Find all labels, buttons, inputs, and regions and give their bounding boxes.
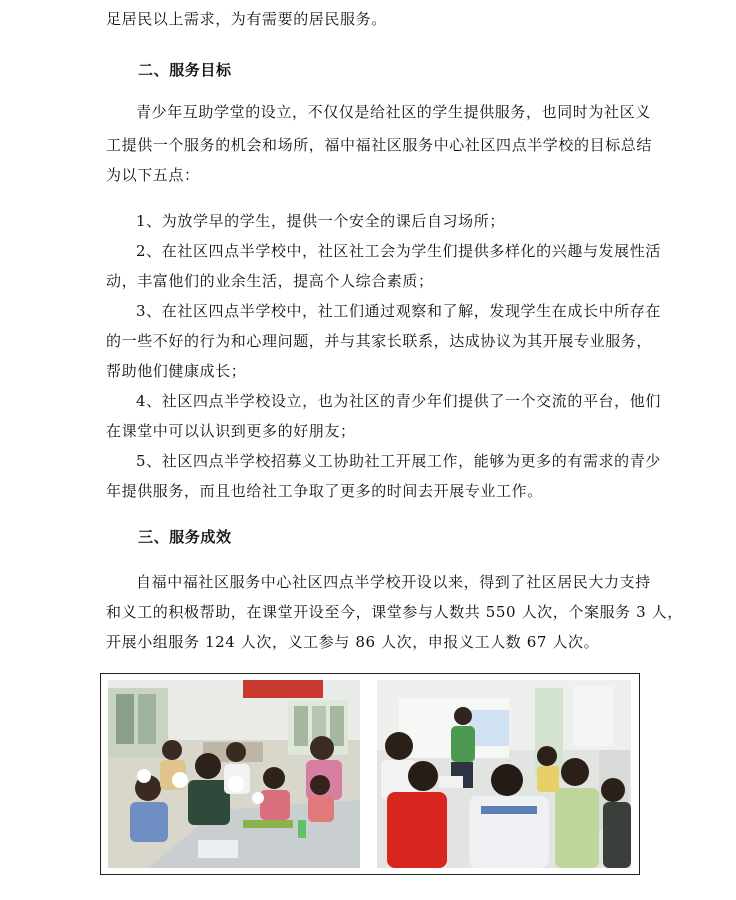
section3-line: 和义工的积极帮助，在课堂开设至今，课堂参与人数共 550 人次，个案服务 3 人， [106,603,683,621]
goal-line: 在课堂中可以认识到更多的好朋友； [106,422,356,440]
section2-intro-line: 为以下五点： [106,166,200,184]
paragraph-fragment: 足居民以上需求，为有需要的居民服务。 [106,10,387,28]
goal-line: 2、在社区四点半学校中，社区社工会为学生们提供多样化的兴趣与发展性活 [136,242,661,260]
goal-line: 1、为放学早的学生，提供一个安全的课后自习场所； [136,212,505,230]
section3-line: 自福中福社区服务中心社区四点半学校开设以来，得到了社区居民大力支持 [136,573,651,591]
section3-heading: 三、服务成效 [138,528,232,546]
goal-line: 帮助他们健康成长； [106,362,247,380]
goal-line: 动，丰富他们的业余生活，提高个人综合素质； [106,272,434,290]
goal-line: 3、在社区四点半学校中，社工们通过观察和了解，发现学生在成长中所存在 [136,302,661,320]
section2-intro-line: 青少年互助学堂的设立，不仅仅是给社区的学生提供服务，也同时为社区义 [136,103,651,121]
goal-line: 4、社区四点半学校设立，也为社区的青少年们提供了一个交流的平台，他们 [136,392,661,410]
goal-line: 的一些不好的行为和心理问题，并与其家长联系，达成协议为其开展专业服务， [106,332,653,350]
section2-heading: 二、服务目标 [138,61,232,79]
section3-line: 开展小组服务 124 人次，义工参与 86 人次，申报义工人数 67 人次。 [106,633,600,651]
classroom-craft-photo [108,680,360,868]
section2-intro-line: 工提供一个服务的机会和场所，福中福社区服务中心社区四点半学校的目标总结 [106,136,653,154]
goal-line: 5、社区四点半学校招募义工协助社工开展工作，能够为更多的有需求的青少 [136,452,661,470]
photo-frame [100,673,640,875]
classroom-lesson-photo [377,680,631,868]
goal-line: 年提供服务，而且也给社工争取了更多的时间去开展专业工作。 [106,482,543,500]
